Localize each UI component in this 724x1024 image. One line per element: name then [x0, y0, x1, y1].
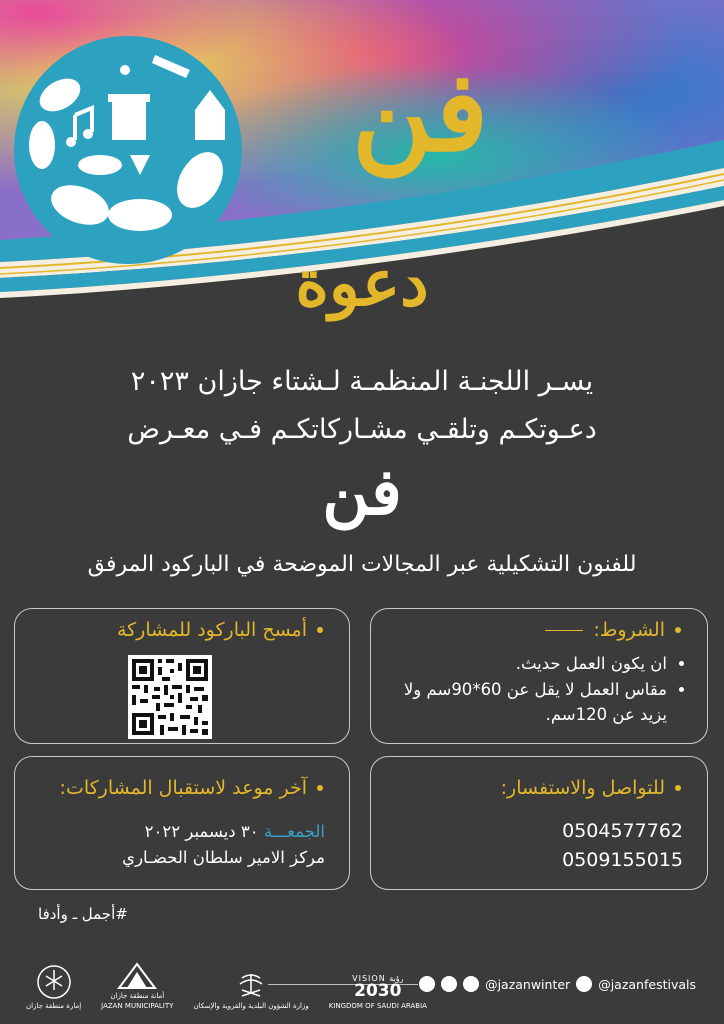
phone-number[interactable]: 0504577762 — [562, 820, 683, 842]
contact-title-text: للتواصل والاستفسار: — [500, 777, 665, 799]
twitter-icon[interactable] — [576, 976, 592, 992]
logo-label: إمارة منطقة جازان — [26, 1002, 82, 1010]
condition-item: • مقاس العمل لا يقل عن 60*90سم ولا يزيد عن 120سم. — [385, 677, 667, 728]
logo-vision-2030 — [329, 972, 427, 1010]
scan-title-text: أمسح الباركود للمشاركة — [116, 619, 307, 641]
scan-card — [14, 608, 350, 744]
bullet-dot — [317, 785, 323, 791]
deadline-body — [29, 819, 325, 870]
condition-item: • ان يكون العمل حديث. — [385, 651, 667, 677]
social-handles — [419, 976, 696, 992]
logo-label: وزارة الشؤون البلدية والقروية والإسكان — [193, 1002, 309, 1010]
instagram-icon[interactable] — [463, 976, 479, 992]
hashtag: #أجمل ـ وأدفا — [38, 905, 128, 923]
bullet-dot — [675, 785, 681, 791]
conditions-title — [545, 619, 681, 641]
logo-jazan-emirate — [26, 964, 81, 1010]
deadline-title — [60, 777, 323, 799]
partner-logos — [26, 962, 427, 1010]
deadline-date-line — [29, 819, 325, 845]
handle-jazanfestivals[interactable]: @jazanfestivals — [598, 976, 696, 992]
logo-label: أمانة منطقة جازان — [110, 992, 165, 1000]
exhibit-name: فن — [322, 455, 402, 530]
conditions-body — [385, 651, 683, 728]
scan-title — [117, 619, 323, 641]
vision-sublabel: KINGDOM OF SAUDI ARABIA — [328, 1002, 427, 1010]
intro-line-1: يسـر اللجنـة المنظمـة لـشتاء جازان ٢٠٢٣ — [130, 366, 594, 397]
emblem-icon — [37, 964, 71, 1000]
title-rule — [545, 630, 583, 631]
barcode-note: للفنون التشكيلية عبر المجالات الموضحة في الباركود المرفق — [87, 552, 637, 577]
logo-ministry — [193, 970, 308, 1010]
deadline-title-text: آخر موعد لاستقبال المشاركات: — [59, 777, 307, 799]
logo-sublabel: JAZAN MUNICIPALITY — [101, 1002, 174, 1010]
intro-line-2: دعـوتكـم وتلقـي مشـاركاتكـم فـي معـرض — [127, 414, 597, 445]
palm-swords-icon — [236, 970, 266, 1000]
invite-title: دعوة — [295, 246, 429, 321]
handle-jazanwinter[interactable]: @jazanwinter — [485, 976, 571, 992]
qr-code[interactable] — [128, 655, 212, 739]
conditions-title-text: الشروط: — [593, 619, 665, 641]
bullet-dot — [675, 627, 681, 633]
conditions-card — [370, 608, 708, 744]
deadline-venue: مركز الامير سلطان الحضـاري — [122, 847, 325, 867]
bullet-dot — [317, 627, 323, 633]
contact-body — [385, 817, 683, 874]
municipality-icon — [117, 962, 157, 990]
logo-jazan-municipality — [101, 962, 173, 1010]
tiktok-icon[interactable] — [441, 976, 457, 992]
contact-card — [370, 756, 708, 890]
deadline-date: ٣٠ ديسمبر ٢٠٢٢ — [144, 822, 259, 841]
deadline-card — [14, 756, 350, 890]
vision-number: 2030 — [354, 981, 402, 1001]
deadline-day: الجمعـــة — [263, 822, 325, 841]
contact-title — [501, 777, 681, 799]
logo-script: فن — [351, 47, 489, 176]
phone-number[interactable]: 0509155015 — [562, 848, 683, 871]
vision-label: VISION رؤية — [352, 974, 404, 983]
